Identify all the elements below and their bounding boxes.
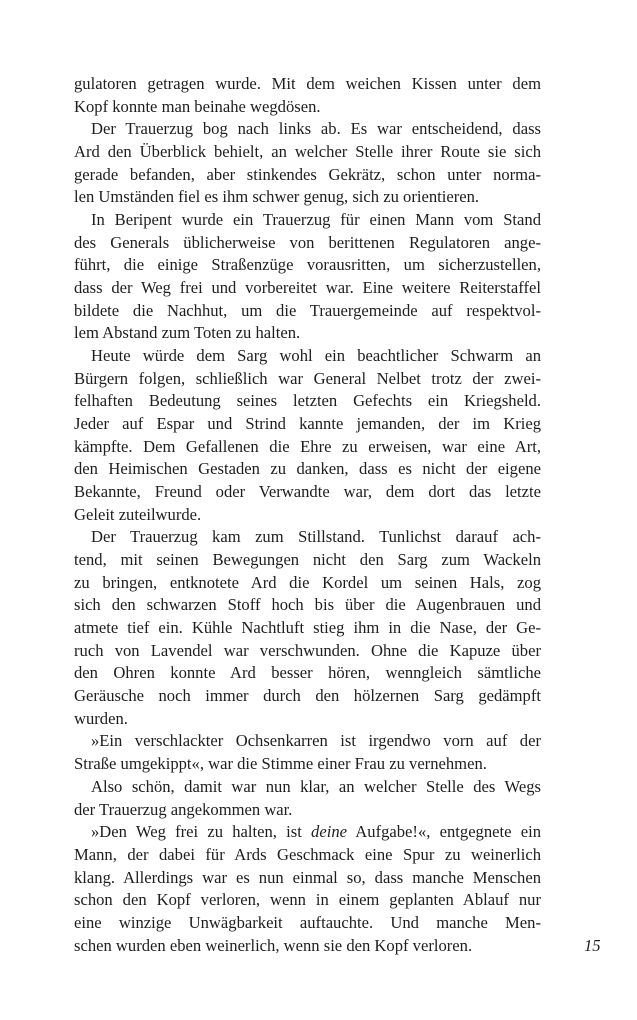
text-line: führt, die einige Straßenzüge vorausritten, um sicherzustellen,	[74, 255, 541, 275]
text-line: lem Abstand zum Toten zu halten.	[74, 323, 301, 343]
text-line: felhaften Bedeutung seines letzten Gefechts ein Kriegsheld.	[74, 391, 541, 411]
text-segment: Aufgabe!«, entgegnete ein	[346, 822, 541, 842]
text-line: zu bringen, entknotete Ard die Kordel um seinen Hals, zog	[74, 572, 541, 592]
text-line: sich den schwarzen Stoff hoch bis über die Augenbrauen und	[74, 595, 541, 615]
text-line-paragraph-start: In Beripent wurde ein Trauerzug für einen Mann vom Stand	[91, 210, 541, 230]
text-line-paragraph-start: Der Trauerzug bog nach links ab. Es war entscheidend, dass	[91, 119, 541, 139]
text-line: kämpfte. Dem Gefallenen die Ehre zu erweisen, war eine Art,	[74, 436, 541, 456]
text-line: gerade befanden, aber stinkendes Gekrätz, schon unter norma-	[74, 164, 541, 184]
text-line: den Heimischen Gestaden zu danken, dass es nicht der eigene	[74, 459, 541, 479]
text-line: dass der Weg frei und vorbereitet war. Eine weitere Reiterstaffel	[74, 278, 541, 298]
text-line: Kopf konnte man beinahe wegdösen.	[74, 96, 321, 116]
text-line: Ard den Überblick behielt, an welcher Stelle ihrer Route sie sich	[74, 142, 541, 162]
text-line: Geleit zuteilwurde.	[74, 504, 202, 524]
text-line: den Ohren konnte Ard besser hören, wenngleich sämtliche	[74, 663, 541, 683]
text-line-paragraph-start	[74, 821, 541, 844]
text-line-paragraph-start: »Ein verschlackter Ochsenkarren ist irgendwo vorn auf der	[91, 731, 541, 751]
text-line: len Umständen fiel es ihm schwer genug, sich zu orientieren.	[74, 187, 480, 207]
text-line: Mann, der dabei für Ards Geschmack eine Spur zu weinerlich	[74, 844, 541, 864]
text-line: eine winzige Unwägbarkeit auftauchte. Und manche Men-	[74, 912, 541, 932]
text-line: Bürgern folgen, schließlich war General Nelbet trotz der zwei-	[74, 368, 541, 388]
text-line: des Generals üblicherweise von berittenen Regulatoren ange-	[74, 232, 541, 252]
text-line: Jeder auf Espar und Strind kannte jemanden, der im Krieg	[74, 414, 541, 434]
text-line: der Trauerzug angekommen war.	[74, 799, 293, 819]
text-line-paragraph-start: Heute würde dem Sarg wohl ein beachtlicher Schwarm an	[91, 346, 541, 366]
text-line: wurden.	[74, 708, 128, 728]
body-text	[74, 73, 541, 957]
text-line: Geräusche noch immer durch den hölzernen Sarg gedämpft	[74, 686, 541, 706]
text-segment: »Den Weg frei zu halten, ist	[91, 822, 312, 842]
emphasized-word: deine	[311, 822, 347, 842]
text-line-paragraph-start: Der Trauerzug kam zum Stillstand. Tunlichst darauf ach-	[91, 527, 541, 547]
text-line: Straße umgekippt«, war die Stimme einer Frau zu vernehmen.	[74, 754, 487, 774]
page-number: 15	[584, 936, 601, 955]
text-line: gulatoren getragen wurde. Mit dem weichen Kissen unter dem	[74, 74, 541, 93]
text-line: ruch von Lavendel war verschwunden. Ohne die Kapuze über	[74, 640, 541, 660]
text-line-paragraph-start: Also schön, damit war nun klar, an welcher Stelle des Wegs	[91, 776, 541, 796]
text-line: bildete die Nachhut, um die Trauergemeinde auf respektvol-	[74, 300, 541, 320]
text-line: schen wurden eben weinerlich, wenn sie den Kopf verloren.	[74, 935, 473, 955]
text-line: schon den Kopf verloren, wenn in einem geplanten Ablauf nur	[74, 890, 541, 910]
text-line: atmete tief ein. Kühle Nachtluft stieg ihm in die Nase, der Ge-	[74, 618, 541, 638]
text-line: Bekannte, Freund oder Verwandte war, dem dort das letzte	[74, 482, 541, 502]
text-line: klang. Allerdings war es nun einmal so, dass manche Menschen	[74, 867, 541, 887]
text-line: tend, mit seinen Bewegungen nicht den Sarg zum Wackeln	[74, 550, 541, 570]
